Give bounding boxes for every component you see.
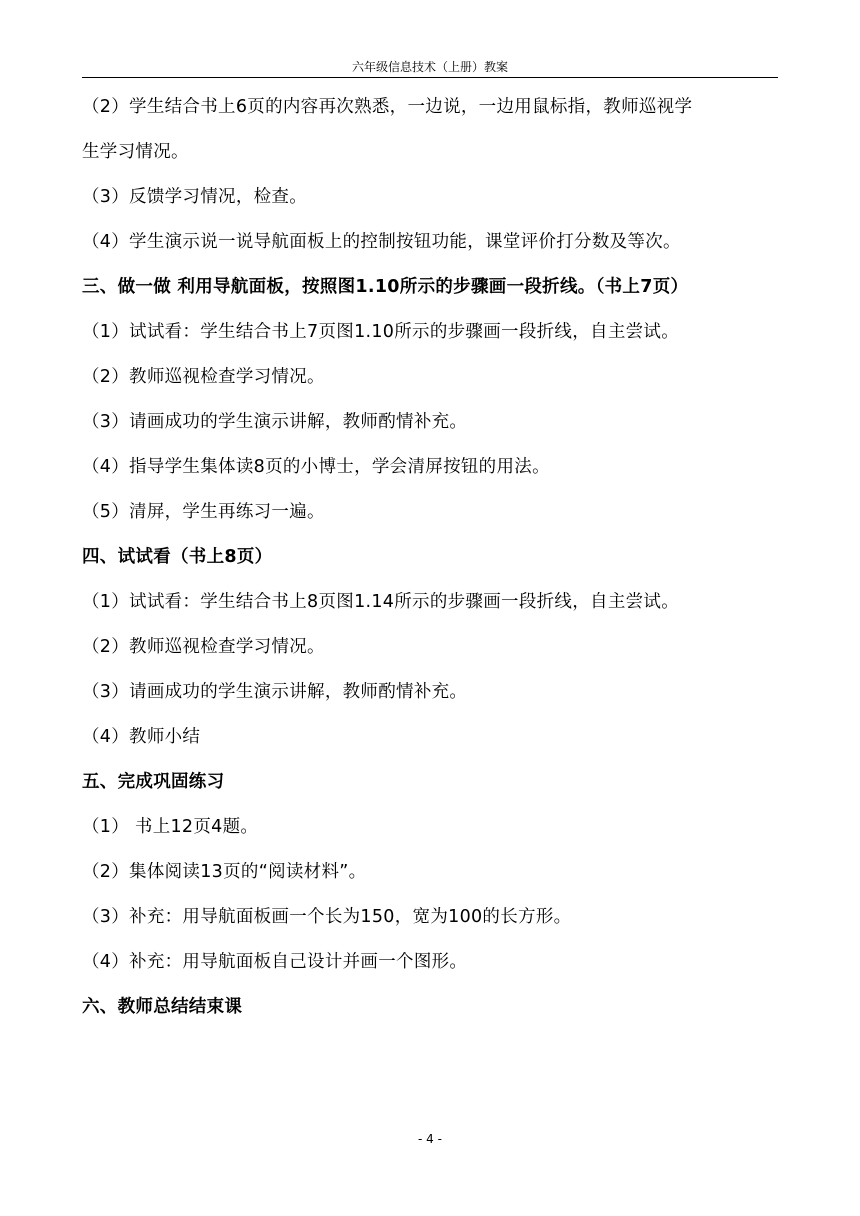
header-rule bbox=[82, 77, 778, 78]
paragraph-line: （5）清屏，学生再练习一遍。 bbox=[82, 502, 325, 522]
paragraph-line: （3）反馈学习情况，检查。 bbox=[82, 187, 308, 207]
page-header: 六年级信息技术（上册）教案 bbox=[351, 60, 508, 74]
section-heading-5: 五、完成巩固练习 bbox=[82, 772, 225, 792]
paragraph-line: （3）请画成功的学生演示讲解，教师酌情补充。 bbox=[82, 682, 468, 702]
paragraph-line: （1） 书上12页4题。 bbox=[82, 817, 259, 837]
page-number: - 4 - bbox=[418, 1132, 442, 1146]
paragraph-line: （2）学生结合书上6页的内容再次熟悉，一边说，一边用鼠标指，教师巡视学 bbox=[82, 97, 693, 117]
paragraph-line: （3）补充：用导航面板画一个长为150，宽为100的长方形。 bbox=[82, 907, 572, 927]
paragraph-line: （2）教师巡视检查学习情况。 bbox=[82, 367, 325, 387]
paragraph-line: （4）补充：用导航面板自己设计并画一个图形。 bbox=[82, 952, 468, 972]
section-heading-3: 三、做一做 利用导航面板，按照图1.10所示的步骤画一段折线。（书上7页） bbox=[82, 277, 689, 297]
paragraph-line: （2）集体阅读13页的“阅读材料”。 bbox=[82, 862, 367, 882]
paragraph-line: （2）教师巡视检查学习情况。 bbox=[82, 637, 325, 657]
paragraph-line: （3）请画成功的学生演示讲解，教师酌情补充。 bbox=[82, 412, 468, 432]
paragraph-line: （4）学生演示说一说导航面板上的控制按钮功能，课堂评价打分数及等次。 bbox=[82, 232, 681, 252]
paragraph-line: （4）指导学生集体读8页的小博士，学会清屏按钮的用法。 bbox=[82, 457, 550, 477]
paragraph-line: 生学习情况。 bbox=[82, 142, 189, 162]
paragraph-line: （4）教师小结 bbox=[82, 727, 201, 747]
paragraph-line: （1）试试看：学生结合书上7页图1.10所示的步骤画一段折线，自主尝试。 bbox=[82, 322, 680, 342]
section-heading-6: 六、教师总结结束课 bbox=[82, 997, 243, 1017]
section-heading-4: 四、试试看（书上8页） bbox=[82, 547, 273, 567]
paragraph-line: （1）试试看：学生结合书上8页图1.14所示的步骤画一段折线，自主尝试。 bbox=[82, 592, 680, 612]
